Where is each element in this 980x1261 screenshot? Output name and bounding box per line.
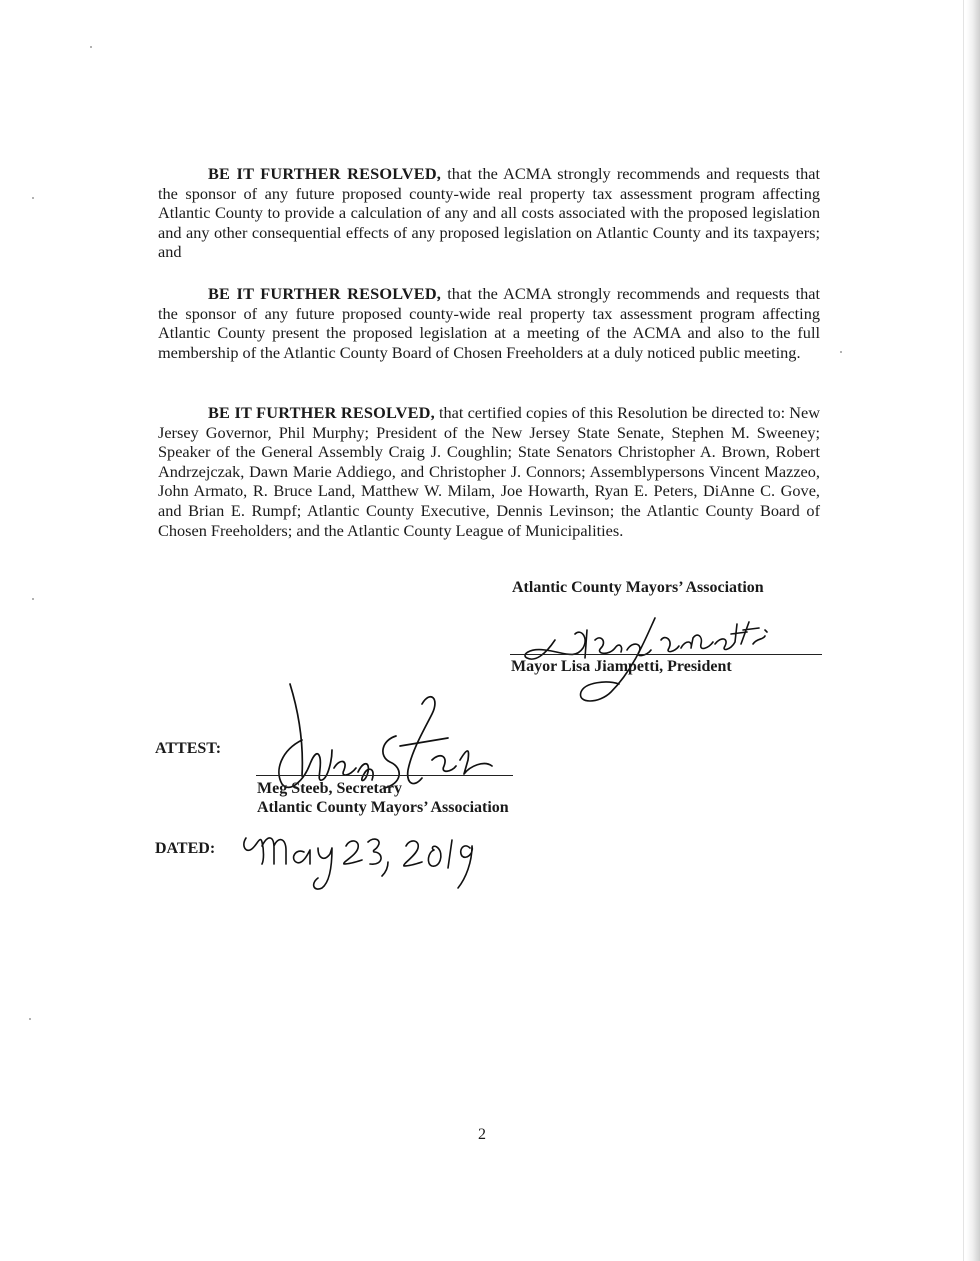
attest-label: ATTEST: [155,740,222,757]
resolution-paragraph [158,164,820,262]
president-signature [515,600,775,710]
dated-label: DATED: [155,840,216,857]
paragraph-lead: BE IT FURTHER RESOLVED, [208,284,442,303]
scan-speck [29,1018,31,1020]
page-edge-shadow [966,0,980,1261]
handwritten-date [238,826,488,906]
paragraph-lead: BE IT FURTHER RESOLVED, [208,164,442,183]
paragraph-text: that certified copies of this Resolution be directed to: New Jersey Governor, Phil Murphy; President of the New Jersey State Senate, Stephen M. Sweeney; Speaker of the General Assembly Craig J. Coughlin; State Senators Christopher A. Brown, Robert Andrzejczak, Dawn Marie Addiego, and Christopher J. Connors; Assemblypersons Vincent Mazzeo, John Armato, R. Bruce Land, Matthew W. Milam, Joe Howarth, Ryan E. Peters, DiAnne C. Gove, and Brian E. Rumpf; Atlantic County Executive, Dennis Levinson; the Atlantic County Board of Chosen Freeholders; and the Atlantic County League of Municipalities. [158,403,820,540]
association-name: Atlantic County Mayors’ Association [512,579,764,596]
paragraph-text: that the ACMA strongly recommends and requests that the sponsor of any future proposed county-wide real property tax assessment program affecting Atlantic County present the proposed legislation at a meeting of the ACMA and also to the full membership of the Atlantic County Board of Chosen Freeholders at a duly noticed public meeting. [158,284,821,362]
paragraph-lead: BE IT FURTHER RESOLVED, [208,403,435,422]
secretary-signature-line [256,775,513,776]
scan-speck [32,598,34,600]
president-signature-line [510,654,822,655]
resolution-paragraph [158,284,820,362]
president-name-title: Mayor Lisa Jiampetti, President [511,658,732,675]
page-edge-line [963,0,964,1261]
paragraph-text: that the ACMA strongly recommends and requests that the sponsor of any future proposed county-wide real property tax assessment program affecting Atlantic County to provide a calculation of any and all costs associated with the proposed legislation and any other consequential effects of any proposed legislation on Atlantic County and its taxpayers; and [158,164,821,262]
resolution-paragraph [158,403,820,540]
scan-speck [90,46,92,48]
secretary-organization: Atlantic County Mayors’ Association [257,799,509,816]
scan-speck [32,197,34,199]
page-number: 2 [478,1126,486,1143]
scan-speck [840,351,842,353]
secretary-name-title: Meg Steeb, Secretary [257,780,402,797]
